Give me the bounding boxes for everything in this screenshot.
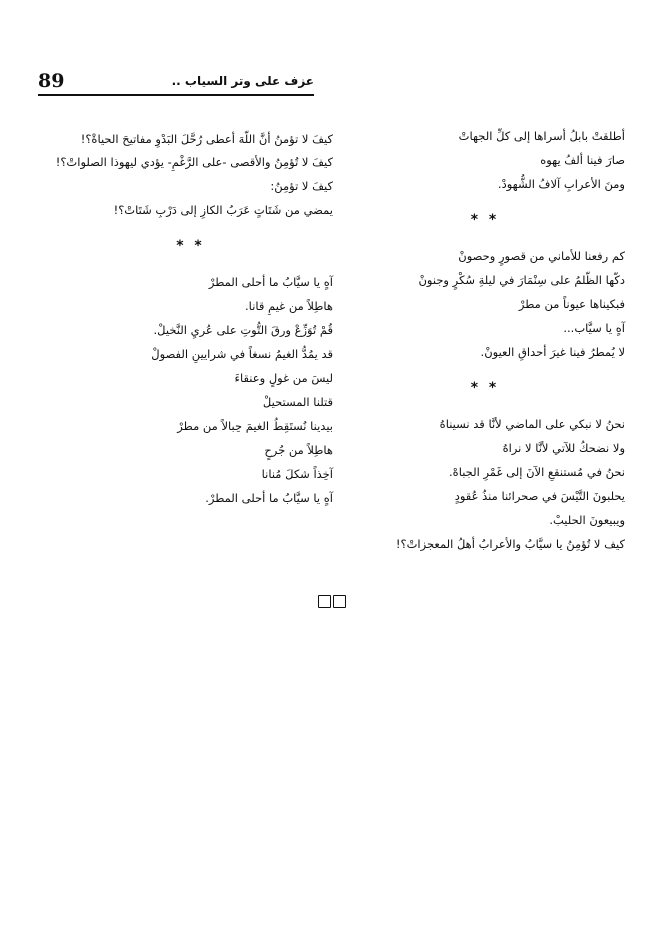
verse-line: دكّها الظّلمُ على سِنْمَارَ في ليلةِ سُكْرٍ وجنونْ	[418, 273, 625, 287]
poem-column-right	[345, 124, 625, 556]
verse-line: أطلقتْ بابلُ أسراها إلى كلِّ الجهاتْ	[458, 129, 625, 143]
verse-line: كيفَ لا تؤمنُ أنَّ اللّهَ أعطى رُحَّلَ البَدْوِ مفاتيحَ الحياةْ؟!	[80, 132, 333, 146]
verse-line: نحنُ لا نبكي على الماضي لأنَّا قد نسيناهُ	[439, 417, 625, 431]
verse-line: قُمْ تُوَزِّعْ ورقَ التُّوتِ على عُريِ النَّخيلْ.	[153, 323, 333, 337]
verse-line: نحنُ في مُستنقعِ الآنَ إلى غَمْرِ الجباهْ.	[449, 465, 625, 479]
verse-line: كيفَ لا تُؤمِنُ والأقصى -على الرَّغْمِ- يؤدي ليهوذا الصلواتْ؟!	[55, 155, 333, 169]
stanza	[345, 124, 625, 196]
running-title: عزف على وتر السياب ..	[171, 74, 314, 88]
verse-line: هاطِلاً من غيمِ قانا.	[245, 299, 333, 313]
verse-line: هاطِلاً من جُرحٍ	[264, 443, 333, 457]
verse-line: ولا نضحكُ للآتي لأنَّا لا نراهُ	[502, 441, 625, 455]
verse-line: آهٍ يا سيَّاب...	[563, 321, 625, 335]
verse-line: لا يُمطرُ فينا غيرَ أحداقِ العيونْ.	[480, 345, 625, 359]
verse-line: قتلنا المستحيلْ	[262, 395, 333, 409]
verse-line: كيفَ لا تؤمِنُ:	[270, 179, 333, 193]
verse-line: يحلبونَ التَّيْسَ في صحرائنا منذُ عُقودٍ	[454, 489, 625, 503]
header-rule	[38, 94, 314, 96]
verse-line: فبكيناها عيوناً من مطرْ	[518, 297, 625, 311]
end-of-section-mark	[318, 595, 346, 608]
stanza	[345, 412, 625, 556]
verse-line: كيف لا تُؤمِنُ يا سيَّابُ والأعرابُ أهلُ المعجزاتْ؟!	[395, 537, 625, 551]
square-icon	[318, 595, 331, 608]
verse-line: صارَ فينا ألفُ يهوه	[540, 153, 625, 167]
verse-line: آهٍ يا سيَّابُ ما أحلى المطرْ	[208, 275, 333, 289]
page-number: 89	[38, 70, 65, 92]
section-divider: * *	[470, 212, 500, 228]
stanza	[48, 128, 333, 222]
verse-line: يمضي من شَتَاتٍ عَرَبُ الكازِ إلى دَرْبِ شَتَاتْ؟!	[113, 203, 333, 217]
stanza	[345, 244, 625, 364]
poem-column-left	[48, 128, 333, 510]
section-divider: * *	[176, 238, 205, 254]
verse-line: ومنَ الأعرابِ آلافُ الشُّهودْ.	[497, 177, 625, 191]
square-icon	[333, 595, 346, 608]
verse-line: آخِذاً شكلَ مُنانا	[261, 467, 333, 481]
verse-line: آهٍ يا سيَّابُ ما أحلى المطرْ.	[205, 491, 333, 505]
stanza	[48, 270, 333, 510]
verse-line: قد يمُدُّ الغيمُ نسغاً في شرايينِ الفصولْ	[151, 347, 333, 361]
verse-line: كم رفعنا للأماني من قصورٍ وحصونْ	[458, 249, 625, 263]
verse-line: ويبيعونَ الحليبْ.	[549, 513, 625, 527]
verse-line: بيدينا نُستَقِطُ الغيمَ حِبالاً من مطرْ	[177, 419, 333, 433]
section-divider: * *	[470, 380, 500, 396]
verse-line: ليسَ من غولٍ وعنقاءَ	[234, 371, 333, 385]
page-header	[38, 68, 314, 94]
